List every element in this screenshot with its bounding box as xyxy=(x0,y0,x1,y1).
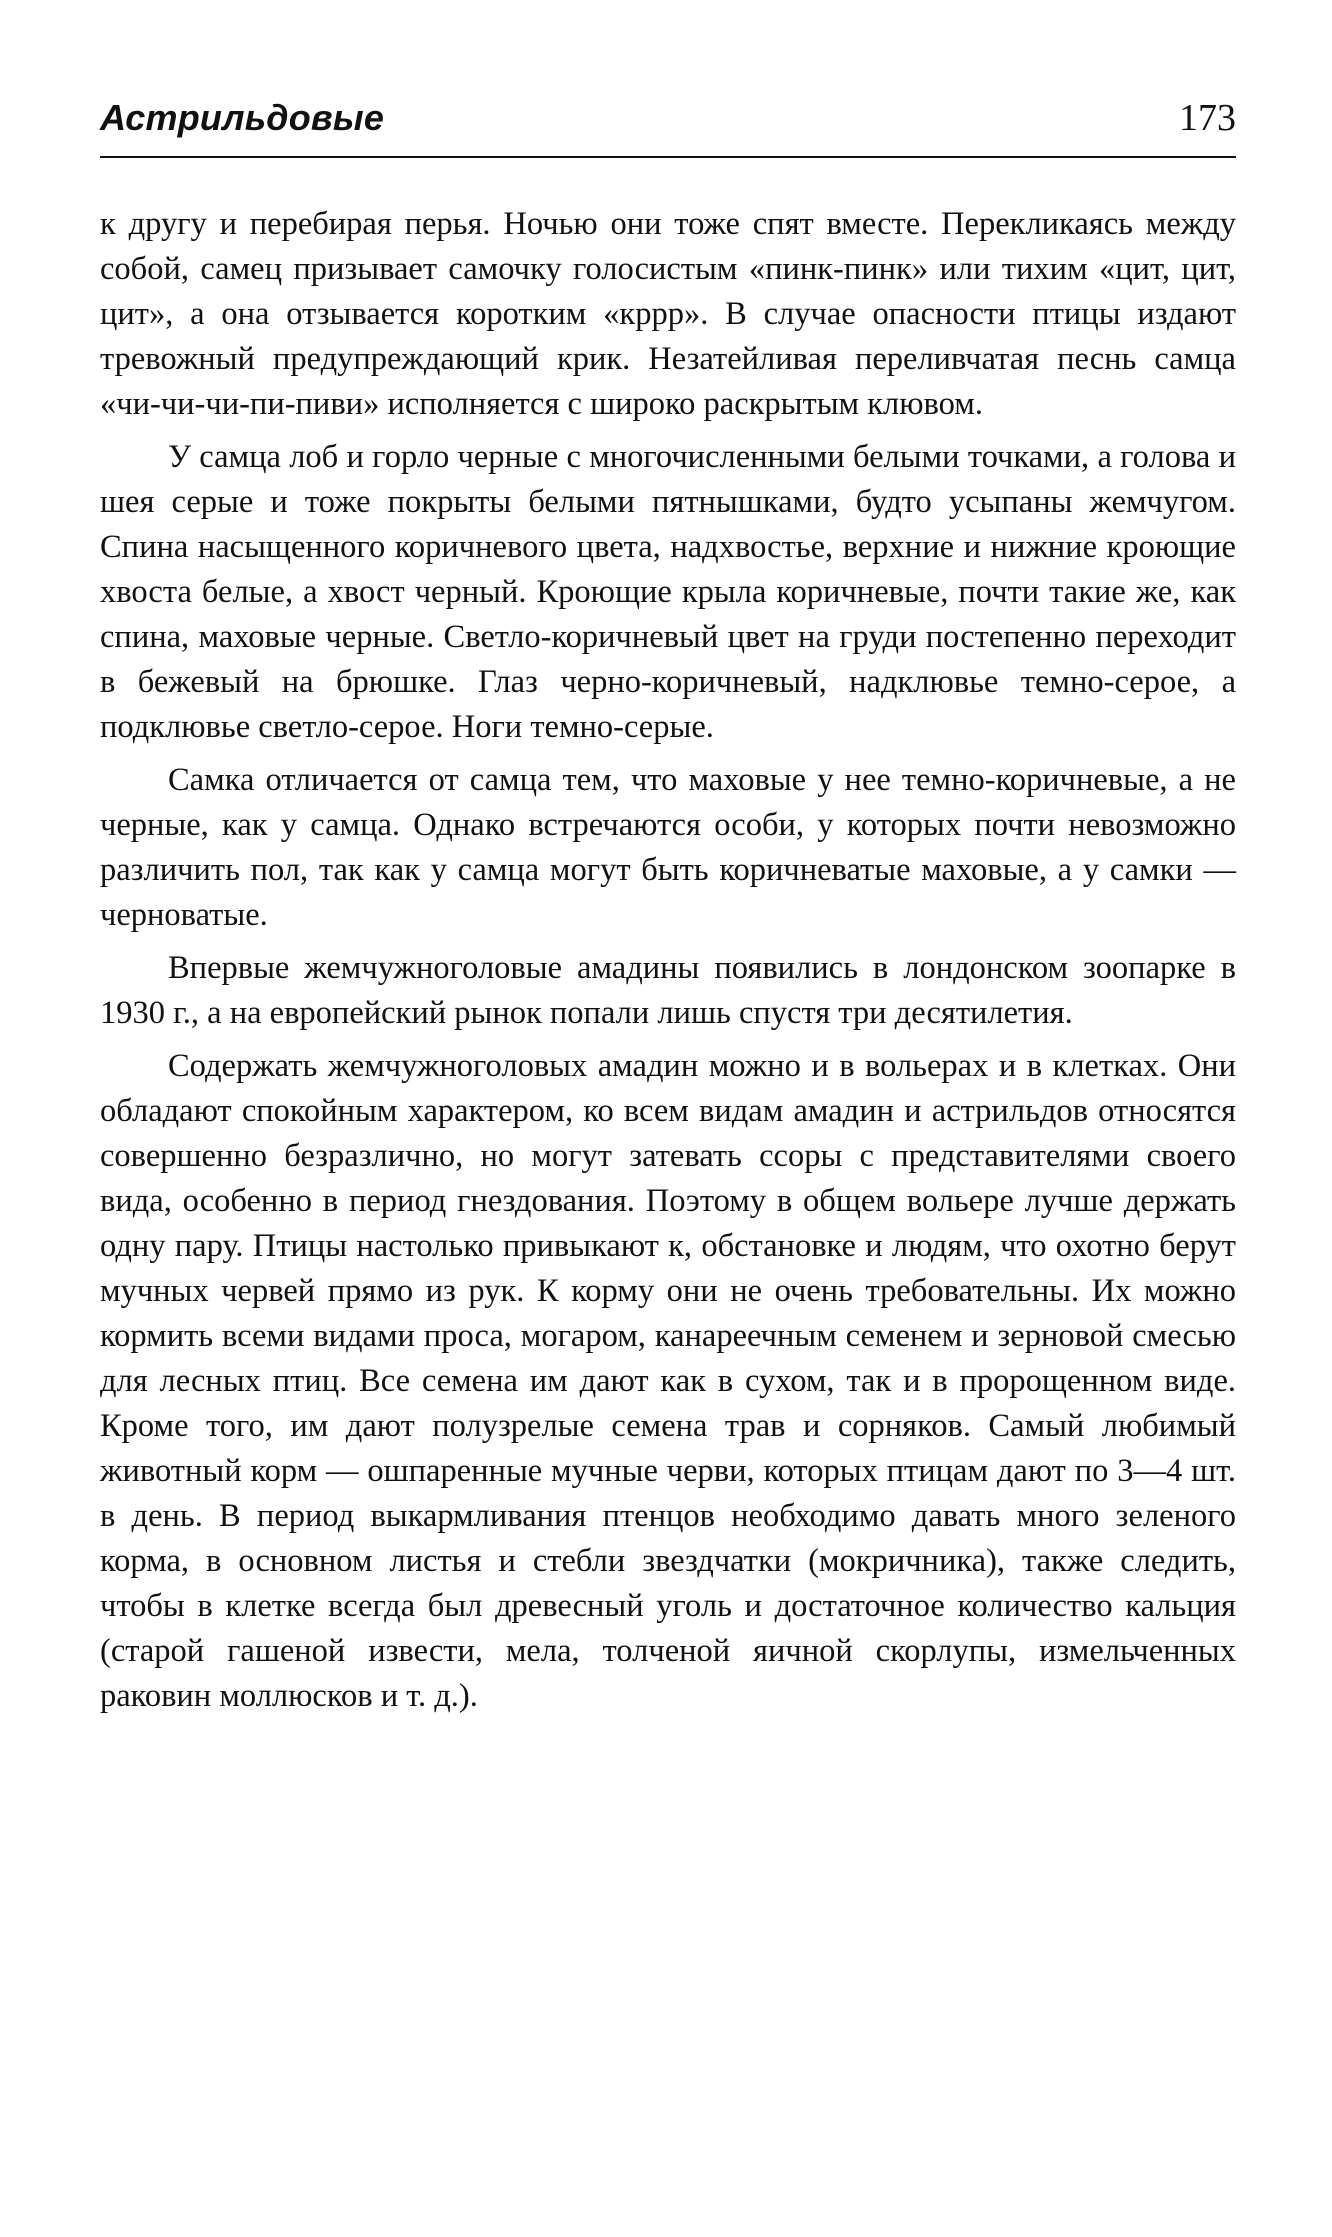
page-number: 173 xyxy=(1179,97,1236,139)
paragraph-history: Впервые жемчужноголовые амадины появились в лондонском зоопарке в 1930 г., а на европейский рынок попали лишь спустя три десятилетия. xyxy=(100,950,1236,1031)
paragraph-keeping: Содержать жемчужноголовых амадин можно и в вольерах и в клетках. Они обладают спокойным характером, ко всем видам амадин и астрильдов относятся совершенно безразлично, но могут затевать ссоры с представителями своего вида, особенно в период гнездования. Поэтому в общем вольере лучше держать одну пару. Птицы настолько привыкают к, обстановке и людям, что охотно берут мучных червей прямо из рук. К корму они не очень требовательны. Их можно кормить всеми видами проса, могаром, канареечным семенем и зерновой смесью для лесных птиц. Все семена им дают как в сухом, так и в пророщенном виде. Кроме того, им дают полузрелые семена трав и сорняков. Самый любимый животный корм — ошпаренные мучные черви, которых птицам дают по 3—4 шт. в день. В период выкармливания птенцов необходимо давать много зеленого корма, в основном листья и стебли звездчатки (мокричника), также следить, чтобы в клетке всегда был древесный уголь и достаточное количество кальция (старой гашеной извести, мела, толченой яичной скорлупы, измельченных раковин моллюсков и т. д.). xyxy=(100,1048,1236,1714)
running-head xyxy=(100,96,1236,158)
paragraph-continuation: к другу и перебирая перья. Ночью они тоже спят вместе. Перекликаясь между собой, самец призывает самочку голосистым «пинк-пинк» или тихим «цит, цит, цит», а она отзывается коротким «кррр». В случае опасности птицы издают тревожный предупреждающий крик. Незатейливая переливчатая песнь самца «чи-чи-чи-пи-пиви» исполняется с широко раскрытым клювом. xyxy=(100,206,1236,422)
paragraph-male-plumage: У самца лоб и горло черные с многочисленными белыми точками, а голова и шея серые и тоже покрыты белыми пятнышками, будто усыпаны жемчугом. Спина насыщенного коричневого цвета, надхвостье, верхние и нижние кроющие хвоста белые, а хвост черный. Кроющие крыла коричневые, почти такие же, как спина, маховые черные. Светло-коричневый цвет на груди постепенно переходит в бежевый на брюшке. Глаз черно-коричневый, надклювье темно-серое, а подклювье светло-серое. Ноги темно-серые. xyxy=(100,439,1236,745)
body-text xyxy=(100,202,1236,1719)
book-page xyxy=(100,96,1236,1727)
paragraph-female-plumage: Самка отличается от самца тем, что маховые у нее темно-коричневые, а не черные, как у самца. Однако встречаются особи, у которых почти невозможно различить пол, так как у самца могут быть коричневатые маховые, а у самки — черноватые. xyxy=(100,762,1236,933)
section-title: Астрильдовые xyxy=(100,97,385,138)
